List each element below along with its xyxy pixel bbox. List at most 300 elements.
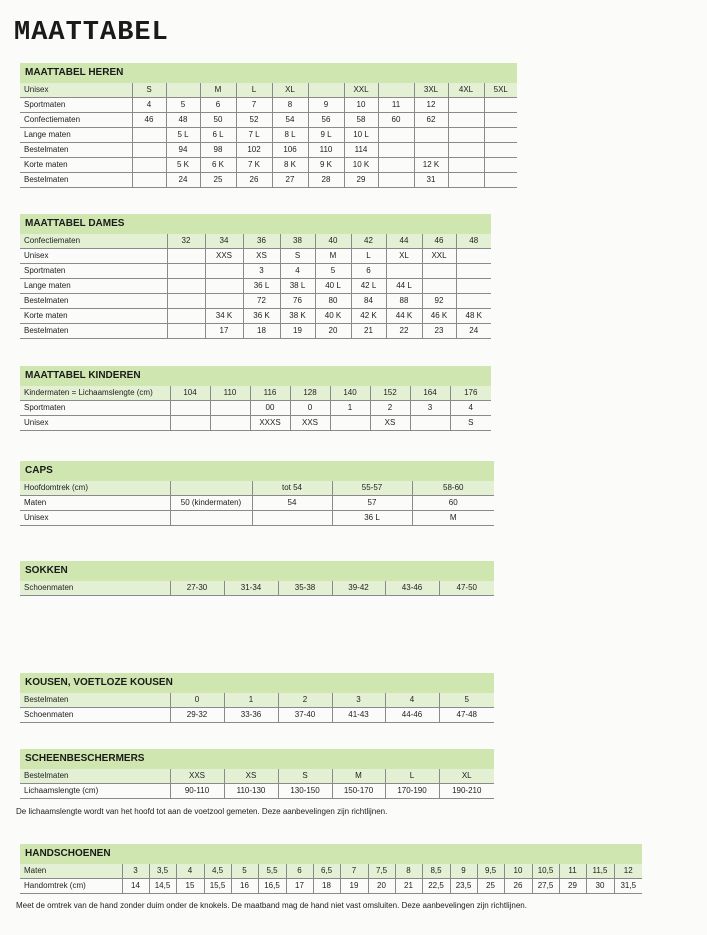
table-cell — [448, 98, 484, 113]
table-cell: 12 — [614, 864, 642, 879]
table-cell: 6 K — [200, 158, 236, 173]
table-cell: 56 — [308, 113, 344, 128]
table-cell: 128 — [290, 386, 330, 401]
table-cell: 106 — [272, 143, 308, 158]
table-row — [20, 769, 494, 784]
table-cell: XXS — [205, 249, 243, 264]
section-scheenbeschermers — [20, 749, 494, 799]
table-cell: 16 — [231, 879, 258, 894]
table-cell — [167, 309, 205, 324]
table-cell: 14 — [122, 879, 149, 894]
table-cell: 36 — [243, 234, 280, 249]
table-cell: XS — [243, 249, 280, 264]
table-cell: 52 — [236, 113, 272, 128]
table-cell — [448, 158, 484, 173]
table-cell: 50 — [200, 113, 236, 128]
table-cell: 29-32 — [170, 708, 224, 723]
table-row — [20, 113, 517, 128]
table-cell: 44 — [386, 234, 422, 249]
table-cell: 3,5 — [149, 864, 176, 879]
table-cell: S — [278, 769, 332, 784]
table-cell: 58 — [344, 113, 378, 128]
table-row — [20, 173, 517, 188]
table-cell: 44 L — [386, 279, 422, 294]
table-cell: 110 — [308, 143, 344, 158]
row-label: Lange maten — [20, 279, 167, 294]
table-cell: M — [332, 769, 385, 784]
table-cell: 9 K — [308, 158, 344, 173]
row-label: Bestelmaten — [20, 769, 170, 784]
table-cell: 29 — [559, 879, 586, 894]
table-cell: 00 — [250, 401, 290, 416]
table-cell: 5 — [166, 98, 200, 113]
table-cell — [170, 416, 210, 431]
table-cell — [484, 128, 517, 143]
table-cell: M — [200, 83, 236, 98]
table-cell: 20 — [368, 879, 395, 894]
table-row — [20, 279, 491, 294]
table-cell: 98 — [200, 143, 236, 158]
table-cell: 17 — [286, 879, 313, 894]
row-label: Handomtrek (cm) — [20, 879, 122, 894]
table-cell: 22,5 — [422, 879, 450, 894]
table-cell: 0 — [290, 401, 330, 416]
table-cell: S — [450, 416, 491, 431]
table-cell: 5XL — [484, 83, 517, 98]
table-cell: 40 — [315, 234, 351, 249]
row-label: Maten — [20, 496, 170, 511]
table-row — [20, 98, 517, 113]
scheenbeschermers-note: De lichaamslengte wordt van het hoofd tot aan de voetzool gemeten. Deze aanbevelingen zijn richtlijnen. — [16, 807, 388, 816]
table-cell: 9 L — [308, 128, 344, 143]
table-cell: 8 K — [272, 158, 308, 173]
table-row — [20, 416, 491, 431]
table-cell: 21 — [395, 879, 422, 894]
table-cell: 38 K — [280, 309, 315, 324]
table-cell: 5 — [315, 264, 351, 279]
table-cell: 114 — [344, 143, 378, 158]
row-label: Maten — [20, 864, 122, 879]
table-cell: 25 — [477, 879, 504, 894]
table-cell: 40 K — [315, 309, 351, 324]
table-cell: 2 — [278, 693, 332, 708]
row-label: Unisex — [20, 249, 167, 264]
table-cell: 4,5 — [204, 864, 231, 879]
table-row — [20, 294, 491, 309]
row-label: Bestelmaten — [20, 143, 132, 158]
table-cell: 36 L — [243, 279, 280, 294]
table-cell: 46 — [422, 234, 456, 249]
table-cell: 110-130 — [224, 784, 278, 799]
table-cell — [484, 158, 517, 173]
table-cell — [132, 158, 166, 173]
row-label: Hoofdomtrek (cm) — [20, 481, 170, 496]
table-cell: 60 — [378, 113, 414, 128]
table-cell: 27-30 — [170, 581, 224, 596]
table-cell: 9 — [450, 864, 477, 879]
row-label: Sportmaten — [20, 264, 167, 279]
table-cell — [378, 173, 414, 188]
table-row — [20, 864, 642, 879]
table-cell: 43-46 — [385, 581, 439, 596]
table-cell — [448, 128, 484, 143]
table-cell — [456, 264, 491, 279]
row-label: Bestelmaten — [20, 294, 167, 309]
table-cell — [170, 401, 210, 416]
table-cell: 48 — [456, 234, 491, 249]
table-cell: 4 — [385, 693, 439, 708]
row-label: Unisex — [20, 511, 170, 526]
table-cell: 130-150 — [278, 784, 332, 799]
table-cell: 58-60 — [412, 481, 494, 496]
section-heading-kousen: KOUSEN, VOETLOZE KOUSEN — [20, 673, 494, 693]
section-dames — [20, 214, 491, 339]
table-cell: XS — [370, 416, 410, 431]
table-cell — [132, 173, 166, 188]
table-cell: 44 K — [386, 309, 422, 324]
table-cell — [484, 98, 517, 113]
table-cell: 34 — [205, 234, 243, 249]
table-row — [20, 128, 517, 143]
table-cell — [456, 294, 491, 309]
row-label: Korte maten — [20, 158, 132, 173]
table-cell: 44-46 — [385, 708, 439, 723]
table-cell: 10 — [344, 98, 378, 113]
row-label: Schoenmaten — [20, 581, 170, 596]
section-caps — [20, 461, 494, 526]
table-cell: 34 K — [205, 309, 243, 324]
table-row — [20, 309, 491, 324]
table-cell: 42 K — [351, 309, 386, 324]
table-cell: 3 — [122, 864, 149, 879]
table-cell — [210, 401, 250, 416]
table-cell: 42 L — [351, 279, 386, 294]
table-cell: 26 — [236, 173, 272, 188]
section-heren — [20, 63, 517, 188]
section-kousen — [20, 673, 494, 723]
table-cell — [132, 143, 166, 158]
table-cell: 31 — [414, 173, 448, 188]
table-cell: 16,5 — [258, 879, 286, 894]
row-label: Confectiematen — [20, 234, 167, 249]
table-cell: S — [280, 249, 315, 264]
table-cell: 37-40 — [278, 708, 332, 723]
table-cell: 33-36 — [224, 708, 278, 723]
table-cell — [167, 249, 205, 264]
size-table-dames — [20, 234, 491, 339]
table-cell — [378, 158, 414, 173]
table-cell: 102 — [236, 143, 272, 158]
table-cell: 2 — [370, 401, 410, 416]
table-cell: 30 — [586, 879, 614, 894]
table-cell: 21 — [351, 324, 386, 339]
table-cell: 4XL — [448, 83, 484, 98]
section-heading-kinderen: MAATTABEL KINDEREN — [20, 366, 491, 386]
table-cell: M — [315, 249, 351, 264]
table-cell: 23,5 — [450, 879, 477, 894]
table-cell: 92 — [422, 294, 456, 309]
size-table-heren — [20, 83, 517, 188]
table-cell: 24 — [166, 173, 200, 188]
table-cell: 54 — [252, 496, 332, 511]
section-heading-scheenbeschermers: SCHEENBESCHERMERS — [20, 749, 494, 769]
table-cell: 11 — [378, 98, 414, 113]
row-label: Unisex — [20, 83, 132, 98]
section-heading-dames: MAATTABEL DAMES — [20, 214, 491, 234]
table-cell: 84 — [351, 294, 386, 309]
table-cell: 5 L — [166, 128, 200, 143]
table-cell: S — [132, 83, 166, 98]
table-cell: 11 — [559, 864, 586, 879]
table-cell — [378, 143, 414, 158]
table-cell: 150-170 — [332, 784, 385, 799]
table-cell: 18 — [313, 879, 340, 894]
table-cell: 3 — [243, 264, 280, 279]
table-cell: 116 — [250, 386, 290, 401]
table-cell: 12 K — [414, 158, 448, 173]
table-cell: 4 — [176, 864, 204, 879]
table-cell: L — [351, 249, 386, 264]
table-cell: 62 — [414, 113, 448, 128]
table-cell: 47-50 — [439, 581, 494, 596]
table-row — [20, 481, 494, 496]
row-label: Sportmaten — [20, 98, 132, 113]
row-label: Bestelmaten — [20, 693, 170, 708]
table-cell: 190-210 — [439, 784, 494, 799]
table-cell: 8 L — [272, 128, 308, 143]
table-cell — [386, 264, 422, 279]
size-table-scheenbeschermers — [20, 769, 494, 799]
table-cell: L — [236, 83, 272, 98]
table-cell — [205, 264, 243, 279]
table-row — [20, 249, 491, 264]
table-cell: 17 — [205, 324, 243, 339]
table-cell: 5,5 — [258, 864, 286, 879]
row-label: Korte maten — [20, 309, 167, 324]
section-heading-heren: MAATTABEL HEREN — [20, 63, 517, 83]
table-cell: 32 — [167, 234, 205, 249]
table-cell: XXS — [170, 769, 224, 784]
table-cell — [448, 173, 484, 188]
table-cell: 94 — [166, 143, 200, 158]
table-row — [20, 158, 517, 173]
table-cell: 104 — [170, 386, 210, 401]
table-cell: 5 K — [166, 158, 200, 173]
table-row — [20, 324, 491, 339]
table-cell — [170, 511, 252, 526]
table-cell: 9,5 — [477, 864, 504, 879]
table-cell: M — [412, 511, 494, 526]
table-cell: 170-190 — [385, 784, 439, 799]
table-cell: 7 K — [236, 158, 272, 173]
table-cell: 24 — [456, 324, 491, 339]
table-cell: 46 K — [422, 309, 456, 324]
table-row — [20, 386, 491, 401]
row-label: Schoenmaten — [20, 708, 170, 723]
table-cell: 7 — [236, 98, 272, 113]
table-cell — [414, 128, 448, 143]
table-cell: 40 L — [315, 279, 351, 294]
table-cell: 27,5 — [532, 879, 559, 894]
row-label: Unisex — [20, 416, 170, 431]
row-label: Bestelmaten — [20, 173, 132, 188]
table-row — [20, 264, 491, 279]
table-cell: 48 K — [456, 309, 491, 324]
table-cell: 27 — [272, 173, 308, 188]
table-cell: XL — [386, 249, 422, 264]
table-cell — [167, 279, 205, 294]
table-cell: 25 — [200, 173, 236, 188]
table-cell: 7 — [340, 864, 368, 879]
table-cell: XL — [439, 769, 494, 784]
table-cell: 5 — [231, 864, 258, 879]
table-cell: 3 — [332, 693, 385, 708]
table-cell: 60 — [412, 496, 494, 511]
table-cell: 8 — [395, 864, 422, 879]
table-cell: 80 — [315, 294, 351, 309]
table-cell — [205, 279, 243, 294]
table-cell: 57 — [332, 496, 412, 511]
table-cell: 6,5 — [313, 864, 340, 879]
table-cell: 72 — [243, 294, 280, 309]
table-cell — [167, 294, 205, 309]
size-table-sokken — [20, 581, 494, 596]
table-cell — [484, 173, 517, 188]
table-cell: XL — [272, 83, 308, 98]
table-cell: 35-38 — [278, 581, 332, 596]
table-cell: 29 — [344, 173, 378, 188]
table-row — [20, 83, 517, 98]
size-table-kinderen — [20, 386, 491, 431]
table-cell — [132, 128, 166, 143]
table-cell: 4 — [280, 264, 315, 279]
table-cell: XXS — [290, 416, 330, 431]
table-cell: 8 — [272, 98, 308, 113]
table-cell — [167, 264, 205, 279]
table-row — [20, 234, 491, 249]
table-cell: 6 — [200, 98, 236, 113]
table-row — [20, 879, 642, 894]
section-kinderen — [20, 366, 491, 431]
table-cell: 36 K — [243, 309, 280, 324]
table-row — [20, 581, 494, 596]
table-cell: 9 — [308, 98, 344, 113]
table-cell: 18 — [243, 324, 280, 339]
table-cell: 38 — [280, 234, 315, 249]
section-heading-sokken: SOKKEN — [20, 561, 494, 581]
row-label: Confectiematen — [20, 113, 132, 128]
table-cell: 4 — [132, 98, 166, 113]
row-label: Lange maten — [20, 128, 132, 143]
section-handschoenen — [20, 844, 642, 894]
table-row — [20, 401, 491, 416]
table-cell: 110 — [210, 386, 250, 401]
table-cell: 10 — [504, 864, 532, 879]
table-cell: 55-57 — [332, 481, 412, 496]
table-cell: 10,5 — [532, 864, 559, 879]
table-cell — [456, 279, 491, 294]
table-cell: 48 — [166, 113, 200, 128]
table-cell — [414, 143, 448, 158]
table-cell: 11,5 — [586, 864, 614, 879]
table-cell: 15 — [176, 879, 204, 894]
table-cell: 0 — [170, 693, 224, 708]
table-cell — [378, 83, 414, 98]
table-cell — [456, 249, 491, 264]
table-cell: 10 L — [344, 128, 378, 143]
table-cell: 3 — [410, 401, 450, 416]
table-cell: 12 — [414, 98, 448, 113]
size-table-kousen — [20, 693, 494, 723]
table-cell: 88 — [386, 294, 422, 309]
table-cell — [166, 83, 200, 98]
table-cell: 36 L — [332, 511, 412, 526]
table-cell: 6 — [351, 264, 386, 279]
table-cell — [422, 279, 456, 294]
size-table-handschoenen — [20, 864, 642, 894]
table-cell: XXL — [422, 249, 456, 264]
table-cell: 176 — [450, 386, 491, 401]
table-cell — [484, 143, 517, 158]
table-cell — [308, 83, 344, 98]
table-cell: 20 — [315, 324, 351, 339]
table-cell: 140 — [330, 386, 370, 401]
table-row — [20, 784, 494, 799]
table-cell: 47-48 — [439, 708, 494, 723]
table-row — [20, 496, 494, 511]
table-cell: 31-34 — [224, 581, 278, 596]
table-cell: 6 — [286, 864, 313, 879]
table-cell — [210, 416, 250, 431]
table-cell — [170, 481, 252, 496]
table-cell: 90-110 — [170, 784, 224, 799]
table-row — [20, 708, 494, 723]
table-cell: 164 — [410, 386, 450, 401]
table-cell — [448, 143, 484, 158]
table-cell — [252, 511, 332, 526]
table-cell — [484, 113, 517, 128]
table-cell: 28 — [308, 173, 344, 188]
section-sokken — [20, 561, 494, 596]
page-title: MAATTABEL — [14, 18, 169, 48]
section-heading-caps: CAPS — [20, 461, 494, 481]
table-cell: 46 — [132, 113, 166, 128]
table-cell: 76 — [280, 294, 315, 309]
table-cell: 26 — [504, 879, 532, 894]
table-cell — [422, 264, 456, 279]
table-cell: 10 K — [344, 158, 378, 173]
table-cell: 1 — [330, 401, 370, 416]
table-row — [20, 511, 494, 526]
handschoenen-note: Meet de omtrek van de hand zonder duim onder de knokels. De maatband mag de hand niet vast omsluiten. Deze aanbevelingen zijn richtlijnen. — [16, 901, 527, 910]
table-cell: 14,5 — [149, 879, 176, 894]
table-cell: 42 — [351, 234, 386, 249]
row-label: Kindermaten = Lichaamslengte (cm) — [20, 386, 170, 401]
table-cell: 6 L — [200, 128, 236, 143]
table-cell: 5 — [439, 693, 494, 708]
table-cell: tot 54 — [252, 481, 332, 496]
row-label: Lichaamslengte (cm) — [20, 784, 170, 799]
table-cell: XXL — [344, 83, 378, 98]
table-cell: XS — [224, 769, 278, 784]
table-cell: 38 L — [280, 279, 315, 294]
section-heading-handschoenen: HANDSCHOENEN — [20, 844, 642, 864]
row-label: Sportmaten — [20, 401, 170, 416]
table-cell: 1 — [224, 693, 278, 708]
table-cell: 41-43 — [332, 708, 385, 723]
table-cell: L — [385, 769, 439, 784]
table-cell: 19 — [280, 324, 315, 339]
